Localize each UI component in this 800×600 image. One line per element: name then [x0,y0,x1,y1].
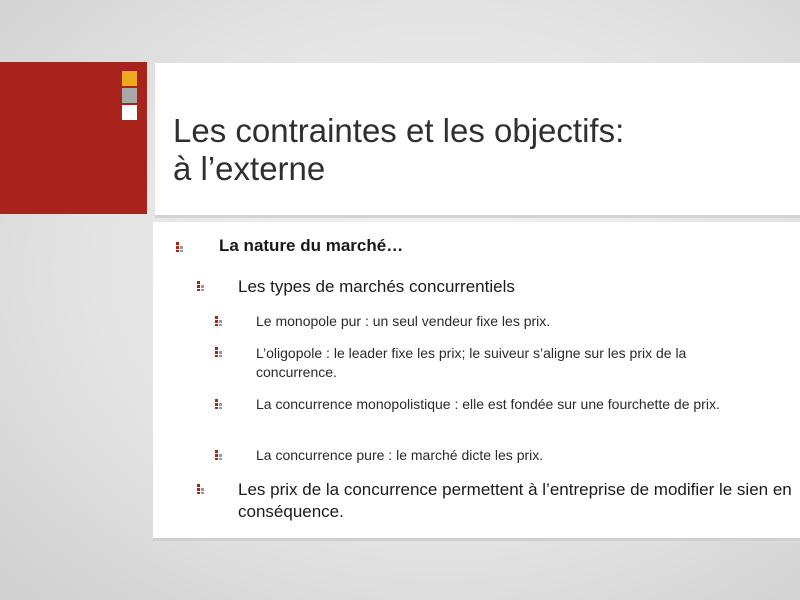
bullet-monopole: Le monopole pur : un seul vendeur fixe les prix. [256,313,551,329]
yellow-square [122,71,137,86]
bullet-icon [176,242,186,252]
gray-square [122,88,137,103]
bullet-icon [215,347,225,357]
bullet-icon [215,316,225,326]
bullet-monopolistique: La concurrence monopolistique : elle est fondée sur une fourchette de prix. [256,396,720,412]
white-square [122,105,137,120]
bullet-icon [197,281,207,291]
bullet-icon [197,484,207,494]
bullet-icon [215,399,225,409]
title-line-1: Les contraintes et les objectifs: [173,112,625,149]
bullet-icon [215,450,225,460]
title-line-2: à l’externe [173,150,326,187]
bullet-types-marches: Les types de marchés concurrentiels [238,277,515,296]
slide-title [173,112,773,188]
bullet-prix-concurrence: Les prix de la concurrence permettent à l’entreprise de modifier le sien en conséquence. [238,480,792,521]
bullet-oligopole: L’oligopole : le leader fixe les prix; le suiveur s’aligne sur les prix de la concurrence. [256,345,687,380]
bullet-concurrence-pure: La concurrence pure : le marché dicte les prix. [256,447,544,463]
bullet-nature-marche: La nature du marché… [219,236,404,255]
decorative-squares [122,71,137,122]
